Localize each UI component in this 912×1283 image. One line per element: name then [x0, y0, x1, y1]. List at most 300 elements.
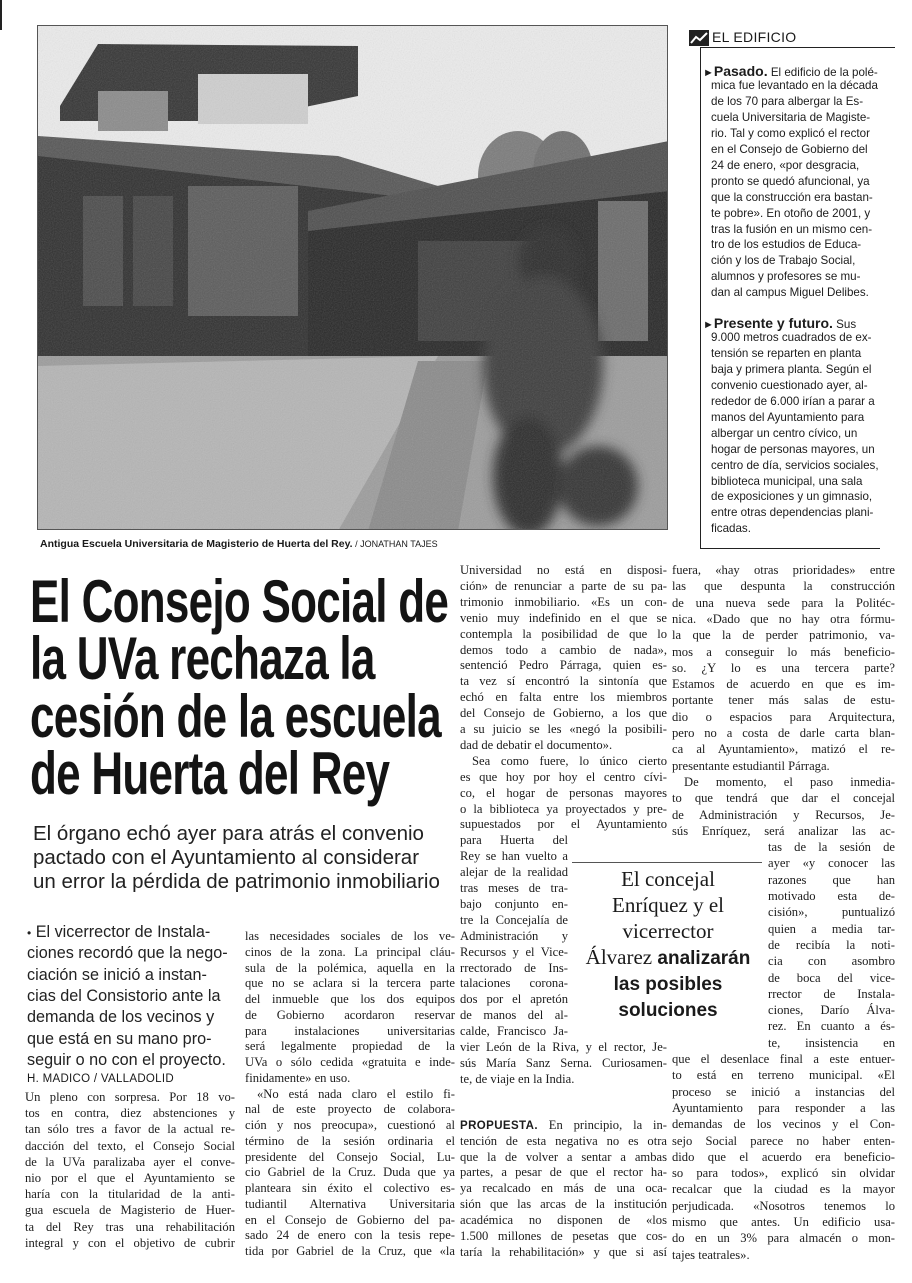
body-text: calde, Francisco Ja- — [460, 1024, 568, 1039]
body-text-line — [460, 945, 568, 960]
sidebar-text-line — [711, 111, 870, 124]
sidebar-text-line — [703, 315, 856, 331]
body-text-line — [672, 1199, 895, 1214]
body-text: perjudicada. «Nosotros tenemos lo — [672, 1198, 895, 1213]
body-text: to está en terreno municipal. «El — [672, 1068, 895, 1083]
body-text: ta del Rey tras una rehabilitación — [25, 1219, 235, 1234]
body-text: ción y nos preocupa», cuestionó al — [245, 1118, 455, 1132]
lead-line — [27, 986, 220, 1006]
body-text-line — [245, 992, 455, 1007]
body-text: de recibía la noti- — [768, 937, 895, 952]
sidebar-text-line — [711, 475, 862, 488]
arrow-right-icon: ► — [703, 67, 714, 79]
body-text: nio por el que el Ayuntamiento se — [25, 1171, 235, 1185]
sidebar-text-line — [711, 95, 863, 108]
body-text: de una nueva sede para la Politéc- — [672, 595, 895, 610]
body-text: so para todos», explicó sin olvidar — [672, 1166, 895, 1181]
sidebar-text: pronto se quedó afuncional, ya — [711, 174, 870, 188]
sidebar-title: EL EDIFICIO — [712, 29, 797, 45]
body-text: cio Gabriel de la Cruz. Duda que ya — [245, 1165, 455, 1180]
pull-quote-regular: Álvarez — [585, 945, 658, 969]
sidebar-text-line — [711, 191, 873, 204]
body-text-line — [245, 961, 455, 976]
photo — [37, 25, 668, 530]
sidebar-text-line — [711, 347, 861, 360]
sidebar-text-line — [711, 443, 875, 456]
subtitle-line: El órgano echó ayer para atrás el convenio — [33, 823, 424, 845]
body-text-line — [768, 1036, 895, 1051]
body-text: sús Enríquez, será analizar las ac- — [672, 823, 895, 838]
body-text: ciones, Darío Álva- — [768, 1003, 895, 1018]
sidebar-text-line — [711, 427, 857, 440]
body-text: rez. En cuanto a és- — [768, 1019, 895, 1034]
sidebar-text: convenio cuestionado ayer, al- — [711, 378, 868, 392]
body-text-line — [460, 674, 667, 689]
bullet-icon: • — [27, 926, 32, 940]
body-text: ción» de renunciar a parte de su pa- — [460, 578, 667, 593]
body-text: sión que las arcas de la institución — [460, 1197, 667, 1212]
body-text: tras meses de tra- — [460, 881, 568, 895]
body-text: venio muy indefinido en el que se — [460, 610, 667, 625]
body-text: para instalaciones universitarias — [245, 1023, 455, 1038]
sidebar-text-line — [711, 286, 869, 299]
body-text-line — [460, 992, 568, 1007]
pull-quote-line: las posibles — [613, 974, 723, 995]
body-text: ayer «y conocer las — [768, 856, 895, 871]
body-text-line — [460, 1245, 667, 1260]
body-text-line — [672, 596, 895, 611]
body-text: cisión», puntualizó — [768, 905, 895, 920]
photo-caption — [40, 538, 438, 550]
sidebar-text-line — [711, 270, 861, 283]
pull-quote-line — [574, 944, 762, 972]
body-text-line — [672, 1134, 895, 1149]
body-text: nal de este proyecto de colabora- — [245, 1102, 455, 1117]
body-text: será legalmente propiedad de la — [245, 1039, 455, 1054]
sidebar-text: mica fue levantado en la década — [711, 78, 878, 92]
body-text: ca al Ayuntamiento», matizó el re- — [672, 742, 895, 757]
body-text: alejar de la realidad — [460, 865, 568, 880]
body-text: tas de la sesión de — [768, 840, 895, 855]
body-text-line — [25, 1155, 235, 1170]
body-text: planteara sin éxito el colectivo es- — [245, 1181, 455, 1195]
body-text-line — [460, 1181, 667, 1196]
body-text: razones que han — [768, 872, 895, 887]
sidebar-text: tras la fusión en un mismo cen- — [711, 222, 873, 236]
body-text-line — [25, 1171, 235, 1186]
body-text: tan sólo tres a favor de la actual re- — [25, 1122, 235, 1137]
body-text: te, insistencia en — [768, 1035, 895, 1050]
body-text-line — [460, 1134, 667, 1149]
body-text-line — [460, 913, 568, 928]
lead-text: ciación se inició a instan- — [27, 965, 207, 984]
body-text-line — [672, 612, 895, 627]
body-text-line — [768, 856, 895, 871]
body-text: dacción del texto, el Consejo Social — [25, 1138, 235, 1153]
body-text: de Administración y Recursos, Je- — [672, 807, 895, 822]
body-text-line — [460, 1072, 667, 1087]
body-text: que la de volver a sentar a ambas — [460, 1149, 667, 1164]
body-text: para Huerta del — [460, 833, 568, 848]
body-text: motivado esta de- — [768, 889, 895, 903]
body-text: presidente del Consejo Social, Lu- — [245, 1149, 455, 1164]
body-text: «No está nada claro el estilo fi- — [257, 1086, 455, 1101]
body-text: sentenció Pedro Párraga, quien es- — [460, 658, 667, 673]
sidebar-text: centro de día, servicios sociales, — [711, 458, 879, 472]
body-text: cia con asombro — [768, 954, 895, 969]
body-text-line — [460, 881, 568, 896]
body-text: trimonio inmobiliario. «Es un con- — [460, 594, 667, 609]
body-text: contempla la posibilidad de que lo — [460, 626, 667, 641]
body-text: to que tendrá que dar el concejal — [672, 791, 895, 806]
sidebar-text-line — [711, 238, 861, 251]
sidebar-section-lead: Pasado. — [713, 63, 768, 79]
body-text: de manos del al- — [460, 1008, 568, 1023]
sidebar-text: de exposiciones y un gimnasio, — [711, 490, 873, 504]
lead-line — [27, 965, 207, 985]
lead-text: ciones recordó que la nego- — [27, 944, 228, 963]
body-text-line — [460, 1040, 667, 1055]
body-text: portante tener más salas de estu- — [672, 693, 895, 708]
body-text: fuera, «hay otras prioridades» entre — [672, 563, 895, 577]
body-text-line — [672, 693, 895, 708]
body-text-line — [460, 643, 667, 658]
body-text-line — [672, 1150, 895, 1165]
lead-text: que está en su mano pro- — [27, 1029, 212, 1048]
body-text-line — [460, 961, 568, 976]
body-text-line — [768, 938, 895, 953]
body-text-line — [768, 873, 895, 888]
body-text-line — [460, 658, 667, 673]
body-text-line — [245, 1102, 455, 1117]
body-text-line — [672, 661, 895, 676]
body-text: vier León de la Riva, y el rector, Je- — [460, 1040, 667, 1054]
body-text: dad de debatir el documento». — [460, 737, 613, 752]
body-text: so. ¿Y lo es una tercera parte? — [672, 660, 895, 675]
body-text-line — [672, 1231, 895, 1246]
section-lead-in: PROPUESTA. — [460, 1119, 538, 1132]
body-text: sula de la polémica, aquella en la — [245, 960, 455, 975]
sidebar-text-line — [711, 331, 871, 344]
sidebar-text: te pobre». En otoño de 2001, y — [711, 206, 871, 220]
sidebar-text: en el Consejo de Gobierno del — [711, 142, 868, 156]
body-text: pero no a costa de darle carta blan- — [672, 726, 895, 740]
sidebar-title-rule — [700, 47, 895, 48]
body-text: Estamos de acuerdo en que es im- — [672, 677, 895, 692]
body-text: es que hoy por hoy el centro cívi- — [460, 769, 667, 784]
body-text-line — [460, 1213, 667, 1228]
body-text: supuestados por el Ayuntamiento — [460, 817, 667, 832]
sidebar-text-line — [711, 522, 751, 535]
body-text: Rey se han vuelto a — [460, 849, 568, 864]
sidebar-text: de los 70 para albergar la Es- — [711, 94, 864, 108]
body-text: de Gobierno acordaron reservar — [245, 1007, 455, 1022]
body-text: co, el hogar de personas mayores — [460, 785, 667, 800]
body-text-line — [460, 865, 568, 880]
body-text-line — [672, 726, 895, 741]
body-text: quien a media tar- — [768, 921, 895, 936]
pull-quote-line: El concejal — [621, 867, 715, 891]
body-text-line — [245, 1039, 455, 1054]
body-text-line — [672, 579, 895, 594]
body-text-line — [460, 579, 667, 594]
headline-line: El Consejo Social de — [30, 568, 449, 635]
body-text: nica. «Dado que no hay otra fórmu- — [672, 611, 895, 626]
body-text: Administración y — [460, 928, 568, 943]
sidebar-text-line — [711, 254, 855, 267]
sidebar-text: tensión se reparten en planta — [711, 346, 862, 360]
lead-line — [27, 922, 210, 943]
body-text-line — [672, 1052, 895, 1067]
sidebar-text: 9.000 metros cuadrados de ex- — [711, 330, 872, 344]
sidebar-text: tro de los estudios de Educa- — [711, 238, 862, 252]
body-text: del Consejo de Gobierno, a los que — [460, 706, 667, 721]
body-text: sado 24 de enero con la tesis repe- — [245, 1228, 455, 1243]
body-text-line — [460, 1197, 667, 1212]
body-text: que no se aclara si la tercera parte — [245, 976, 455, 991]
body-text-line — [672, 645, 895, 660]
body-text-line — [245, 929, 455, 944]
body-text-line — [768, 905, 895, 920]
body-text-line — [245, 1134, 455, 1149]
body-text-line — [460, 1150, 667, 1165]
body-text-line — [245, 1150, 455, 1165]
sidebar-text-line — [711, 127, 870, 140]
body-text-line — [672, 1215, 895, 1230]
sidebar-text-line — [711, 395, 875, 408]
chart-trend-icon — [689, 30, 709, 46]
body-text: tida por Gabriel de la Cruz, que «la — [245, 1244, 455, 1258]
body-text: 1.500 millones de pesetas que cos- — [460, 1229, 667, 1243]
lead-line — [27, 1029, 211, 1049]
body-text-line — [672, 1101, 895, 1116]
body-text: tajes teatrales». — [672, 1247, 750, 1262]
building-photo-image — [38, 26, 668, 530]
sidebar-text-line — [711, 207, 870, 220]
body-text-line — [245, 1244, 455, 1259]
sidebar-text: que la construcción era bastan- — [711, 190, 873, 204]
body-text-line — [768, 922, 895, 937]
body-text-line — [672, 1068, 895, 1083]
lead-text: cias del Consistorio ante la — [27, 986, 221, 1005]
sidebar-text: ficadas. — [711, 522, 751, 536]
body-text-line — [460, 929, 568, 944]
headline-line: la UVa rechaza la — [30, 625, 375, 692]
pull-quote-line: Enríquez y el — [612, 893, 724, 917]
body-text: término de la sesión ordinaria el — [245, 1133, 455, 1148]
body-text-line — [768, 1003, 895, 1018]
lead-text: El vicerrector de Instala- — [31, 923, 211, 941]
sidebar-text: cuela Universitaria de Magiste- — [711, 110, 871, 124]
body-text: sús María Sanz Serna. Curiosamen- — [460, 1055, 667, 1070]
body-text-line — [460, 738, 667, 753]
body-text: bajo conjunto en- — [460, 896, 568, 911]
body-text-line — [25, 1203, 235, 1218]
body-text-line — [245, 1213, 455, 1228]
body-text-line — [768, 987, 895, 1002]
body-text: taría la rehabilitación» y que si así — [460, 1244, 667, 1259]
body-text: echó en falta entre los miembros — [460, 690, 667, 705]
lead-line — [27, 1007, 214, 1027]
body-text: finidamente» en uso. — [245, 1070, 351, 1085]
body-text: ta vez sí encontró la sintonía que — [460, 674, 667, 689]
body-text-line — [672, 1166, 895, 1181]
body-text: tre la Concejalía de — [460, 912, 568, 927]
body-text-line — [460, 802, 667, 817]
body-text: las que despunta la construcción — [672, 579, 895, 594]
sidebar-text-line — [711, 490, 872, 503]
body-text-line — [672, 710, 895, 725]
body-text: mos a conseguir lo más beneficio- — [672, 644, 895, 659]
body-text-line — [460, 1056, 667, 1071]
body-text: cinos de la zona. La principal cláu- — [245, 944, 455, 959]
body-text: dos por el apretón — [460, 992, 568, 1007]
body-text: talaciones corona- — [460, 976, 568, 991]
body-text-line — [460, 897, 568, 912]
body-text: gua escuela de Magisterio de Huer- — [25, 1203, 235, 1218]
body-text: integral y con el objetivo de cubrir — [25, 1235, 235, 1250]
body-text: demos todo a cambio de nada», — [460, 642, 667, 657]
body-text-line — [768, 889, 895, 904]
body-text: de la UVa paralizaba ayer el conve- — [25, 1154, 235, 1169]
body-text-line — [460, 1165, 667, 1180]
lead-text: demanda de los vecinos y — [27, 1008, 215, 1027]
sidebar-text-line — [711, 379, 868, 392]
sidebar-text-line — [711, 459, 879, 472]
sidebar-text-line — [711, 363, 871, 376]
body-text-line — [672, 1085, 895, 1100]
body-text: presentante estudiantil Párraga. — [672, 758, 830, 773]
body-text: del inmueble que los dos equipos — [245, 992, 455, 1006]
body-text-line — [245, 1024, 455, 1039]
body-text-line — [460, 595, 667, 610]
body-text-line — [472, 754, 667, 769]
body-text: demandas de los vecinos y el Con- — [672, 1117, 895, 1132]
body-text-line — [460, 976, 568, 991]
body-text-line — [460, 1024, 568, 1039]
body-text-line — [460, 1118, 667, 1133]
sidebar-text-line — [711, 143, 868, 156]
body-text: proceso se inició a instancias del — [672, 1084, 895, 1099]
body-text-line — [25, 1236, 235, 1251]
sidebar-text: biblioteca municipal, una sala — [711, 474, 863, 488]
sidebar-text: ción y los de Trabajo Social, — [711, 254, 856, 268]
body-text-line — [460, 627, 667, 642]
sidebar-text: alumnos y profesores se mu- — [711, 270, 861, 284]
body-text-line — [25, 1139, 235, 1154]
body-text: Sea como fuere, lo único cierto — [472, 753, 667, 768]
sidebar-text: rio. Tal y como explicó el rector — [711, 126, 870, 140]
body-text-line — [672, 824, 895, 839]
body-text-line — [460, 833, 568, 848]
body-text: rrectorado de Ins- — [460, 960, 568, 975]
body-text-line — [245, 1197, 455, 1212]
body-text-line — [672, 563, 895, 578]
body-text-line — [672, 1182, 895, 1197]
sidebar-text: hogar de personas mayores, un — [711, 442, 875, 456]
body-text-line — [460, 611, 667, 626]
body-text-line — [245, 1118, 455, 1133]
body-text: ya recalcado en más de una oca- — [460, 1181, 667, 1196]
sidebar-section-lead: Presente y futuro. — [713, 315, 833, 331]
body-text-line — [460, 563, 667, 578]
sidebar-text-line — [711, 223, 872, 236]
body-text-line — [672, 791, 895, 806]
body-text-line — [672, 1248, 895, 1263]
sidebar-text: albergar un centro cívico, un — [711, 426, 858, 440]
caption-text: Antigua Escuela Universitaria de Magisterio de Huerta del Rey. — [40, 538, 353, 550]
body-text: de boca del vice- — [768, 970, 895, 985]
body-text: tudiantil Alternativa Universitaria — [245, 1196, 455, 1211]
body-text-line — [672, 677, 895, 692]
body-text-line — [672, 628, 895, 643]
body-text-line — [245, 1008, 455, 1023]
body-text: De momento, el paso inmedia- — [684, 774, 895, 789]
sidebar-text: baja y primera planta. Según el — [711, 362, 872, 376]
sidebar-text-line — [711, 411, 864, 424]
body-text-line — [768, 954, 895, 969]
body-text-line — [672, 742, 895, 757]
body-text-line — [460, 770, 667, 785]
body-text-line — [460, 849, 568, 864]
body-text-line — [25, 1106, 235, 1121]
body-text-line — [460, 690, 667, 705]
sidebar-text: entre otras dependencias plani- — [711, 506, 874, 520]
body-text-line — [257, 1087, 455, 1102]
sidebar-text-line — [711, 506, 873, 519]
pull-quote-top-rule — [572, 862, 762, 863]
sidebar-left-border — [700, 47, 701, 548]
body-text: Ayuntamiento para responder a las — [672, 1100, 895, 1115]
headline-line: cesión de la escuela — [30, 683, 441, 750]
subtitle-line: pactado con el Ayuntamiento al considerar — [33, 847, 420, 869]
body-text-line — [25, 1090, 235, 1105]
body-text: académica no disponen de «los — [460, 1213, 667, 1228]
body-text-line — [245, 1165, 455, 1180]
body-text-line — [672, 759, 895, 774]
body-text: tos en contra, diez abstenciones y — [25, 1106, 235, 1121]
body-text: a su juicio se les «negó la posibili- — [460, 722, 667, 736]
body-text: dido que el acuerdo era beneficio- — [672, 1149, 895, 1164]
sidebar-text-line — [703, 63, 878, 79]
sidebar-text-line — [711, 159, 859, 172]
body-text-line — [460, 706, 667, 721]
sidebar-text: dan al campus Miguel Delibes. — [711, 286, 869, 300]
body-text-line — [245, 1055, 455, 1070]
lead-line — [27, 1050, 226, 1070]
body-text-line — [245, 1071, 455, 1086]
body-text-line — [768, 840, 895, 855]
arrow-right-icon: ► — [703, 319, 714, 331]
sidebar-text-line — [711, 79, 878, 92]
body-text-line — [460, 722, 667, 737]
sidebar-text: El edificio de la polé- — [767, 66, 878, 79]
body-text: sejo Social parece no haber enten- — [672, 1133, 895, 1148]
headline-line: de Huerta del Rey — [30, 740, 390, 807]
lead-text: seguir o no con el proyecto. — [27, 1050, 226, 1069]
sidebar-text: 24 de enero, «por desgracia, — [711, 158, 860, 172]
body-text: UVa o sólo cedida «gratuita e inde- — [245, 1055, 455, 1069]
body-text-line — [25, 1122, 235, 1137]
photo-credit: / JONATHAN TAJES — [352, 539, 438, 549]
body-text-line — [25, 1220, 235, 1235]
body-text: la que la de perder patrimonio, va- — [672, 628, 895, 643]
body-text: partes, a pesar de que el rector ha- — [460, 1165, 667, 1180]
body-text: Un pleno con sorpresa. Por 18 vo- — [25, 1090, 235, 1104]
body-text-line — [25, 1187, 235, 1202]
subtitle-line: un error la pérdida de patrimonio inmobiliario — [33, 871, 440, 893]
body-text-line — [245, 976, 455, 991]
